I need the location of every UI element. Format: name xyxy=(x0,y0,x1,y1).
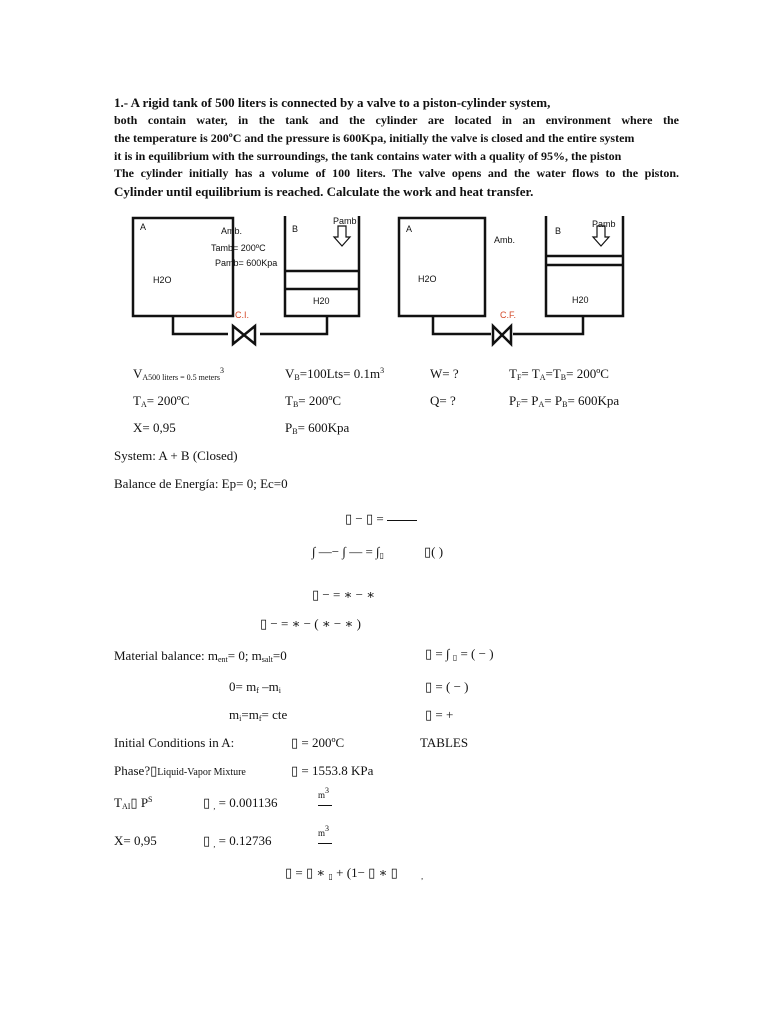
equation-2: ∫ —− ∫ — = $\int_▯$ xyxy=(312,544,385,560)
cylinder-b-label: B xyxy=(292,224,299,234)
tank-a-label-2: A xyxy=(406,224,413,234)
equation-3: ▯ − = ∗ − ∗ xyxy=(312,587,376,602)
vg-value: ▯ $_,$ = 0.12736 xyxy=(203,833,272,849)
problem-title: 1.- A rigid tank of 500 liters is connected by a valve to a piston-cylinder system, xyxy=(114,95,551,110)
down-arrow-icon xyxy=(334,226,350,246)
problem-line-4: The cylinder initially has a volume of 100 liters. The valve opens and the water flows to the piston. xyxy=(114,166,679,180)
given-va: $V_{A500 liters = 0.5 meters}^3$ xyxy=(133,366,224,382)
given-vb: $V_B=100Lts= 0.1m^3$ xyxy=(285,366,385,382)
mass-eq-1: $0= m_f$ $-m_i$ xyxy=(229,679,281,695)
equation-7: ▯ = + xyxy=(425,707,454,722)
phase-text: Phase?▯Liquid-Vapor Mixture xyxy=(114,763,246,778)
tables-label: TABLES xyxy=(420,735,469,750)
ambient-pressure: Pamb= 600Kpa xyxy=(215,258,278,268)
tank-a-fluid-2: H2O xyxy=(418,274,437,284)
ambient-temp: Tamb= 200ºC xyxy=(211,243,266,253)
pamb-label: Pamb xyxy=(333,216,357,226)
down-arrow-icon xyxy=(593,226,609,246)
valve-label: C.I. xyxy=(235,310,250,320)
problem-line-1: both contain water, in the tank and the cylinder are located in an environment where the xyxy=(114,113,679,127)
valve-label-2: C.F. xyxy=(500,310,517,320)
problem-line-5: Cylinder until equilibrium is reached. Calculate the work and heat transfer. xyxy=(114,184,534,199)
cylinder-b-fluid-2: H20 xyxy=(572,295,589,305)
initial-temp: ▯ = 200ºC xyxy=(291,735,345,750)
equation-5: ▯ = ∫ $_▯$ = ( − ) xyxy=(425,646,494,662)
vf-value: ▯ $_,$ = 0.001136 xyxy=(203,795,278,811)
valve-icon xyxy=(233,326,255,344)
equation-4: ▯ − = ∗ − ( ∗ − ∗ ) xyxy=(260,616,361,631)
tai-text: $T_{AI}▯$ $P^S$ xyxy=(114,795,153,811)
pamb-label-2: Pamb xyxy=(592,219,616,229)
ambient-label-2: Amb. xyxy=(494,235,516,245)
given-pf: $P_F= P_A= P_B= 600Kpa$ xyxy=(509,393,620,409)
given-tb: $T_B=$ 200ºC xyxy=(285,393,342,409)
equation-6: ▯ = ( − ) xyxy=(425,679,469,694)
given-x: X= 0,95 xyxy=(133,420,176,435)
problem-line-2: the temperature is 200ºC and the pressure is 600Kpa, initially the valve is closed and the entire system xyxy=(114,131,635,145)
energy-balance-text: Balance de Energía: Ep= 0; Ec=0 xyxy=(114,476,288,491)
problem-line-3: it is in equilibrium with the surroundings, the tank contains water with a quality of 95%, the piston xyxy=(114,149,622,163)
given-q: Q= ? xyxy=(430,393,456,408)
given-pb: $P_B= 600Kpa$ xyxy=(285,420,350,436)
equation-2b: ▯( ) xyxy=(424,544,444,559)
material-balance: Material balance: $m_{ent}= 0$; $m_{salt}=0$ xyxy=(114,648,287,664)
psat-value: ▯ = 1553.8 KPa xyxy=(291,763,374,778)
system-text: System: A + B (Closed) xyxy=(114,448,238,463)
initial-conditions: Initial Conditions in A: xyxy=(114,735,235,750)
vg-unit: m3 xyxy=(318,824,332,848)
cylinder-b-label-2: B xyxy=(555,226,562,236)
tank-a-label: A xyxy=(140,222,147,232)
valve-icon xyxy=(493,326,511,344)
cylinder-b-fluid: H20 xyxy=(313,296,330,306)
ambient-label: Amb. xyxy=(221,226,243,236)
given-w: W= ? xyxy=(430,366,459,381)
tank-a-fluid: H2O xyxy=(153,275,172,285)
vf-unit: m3 xyxy=(318,786,332,810)
mass-eq-2: $m_i=m_f=$ cte xyxy=(229,707,288,723)
equation-1: ▯ − ▯ = xyxy=(345,511,417,527)
specific-volume-eq: ▯ = ▯ ∗ $_▯$ + (1− ▯ ∗ ▯ $_,$ xyxy=(285,865,424,881)
given-ta: $T_A=$ 200ºC xyxy=(133,393,190,409)
given-tf: $T_F= T_A=T_B=$ 200ºC xyxy=(509,366,609,382)
quality-x: X= 0,95 xyxy=(114,833,157,848)
